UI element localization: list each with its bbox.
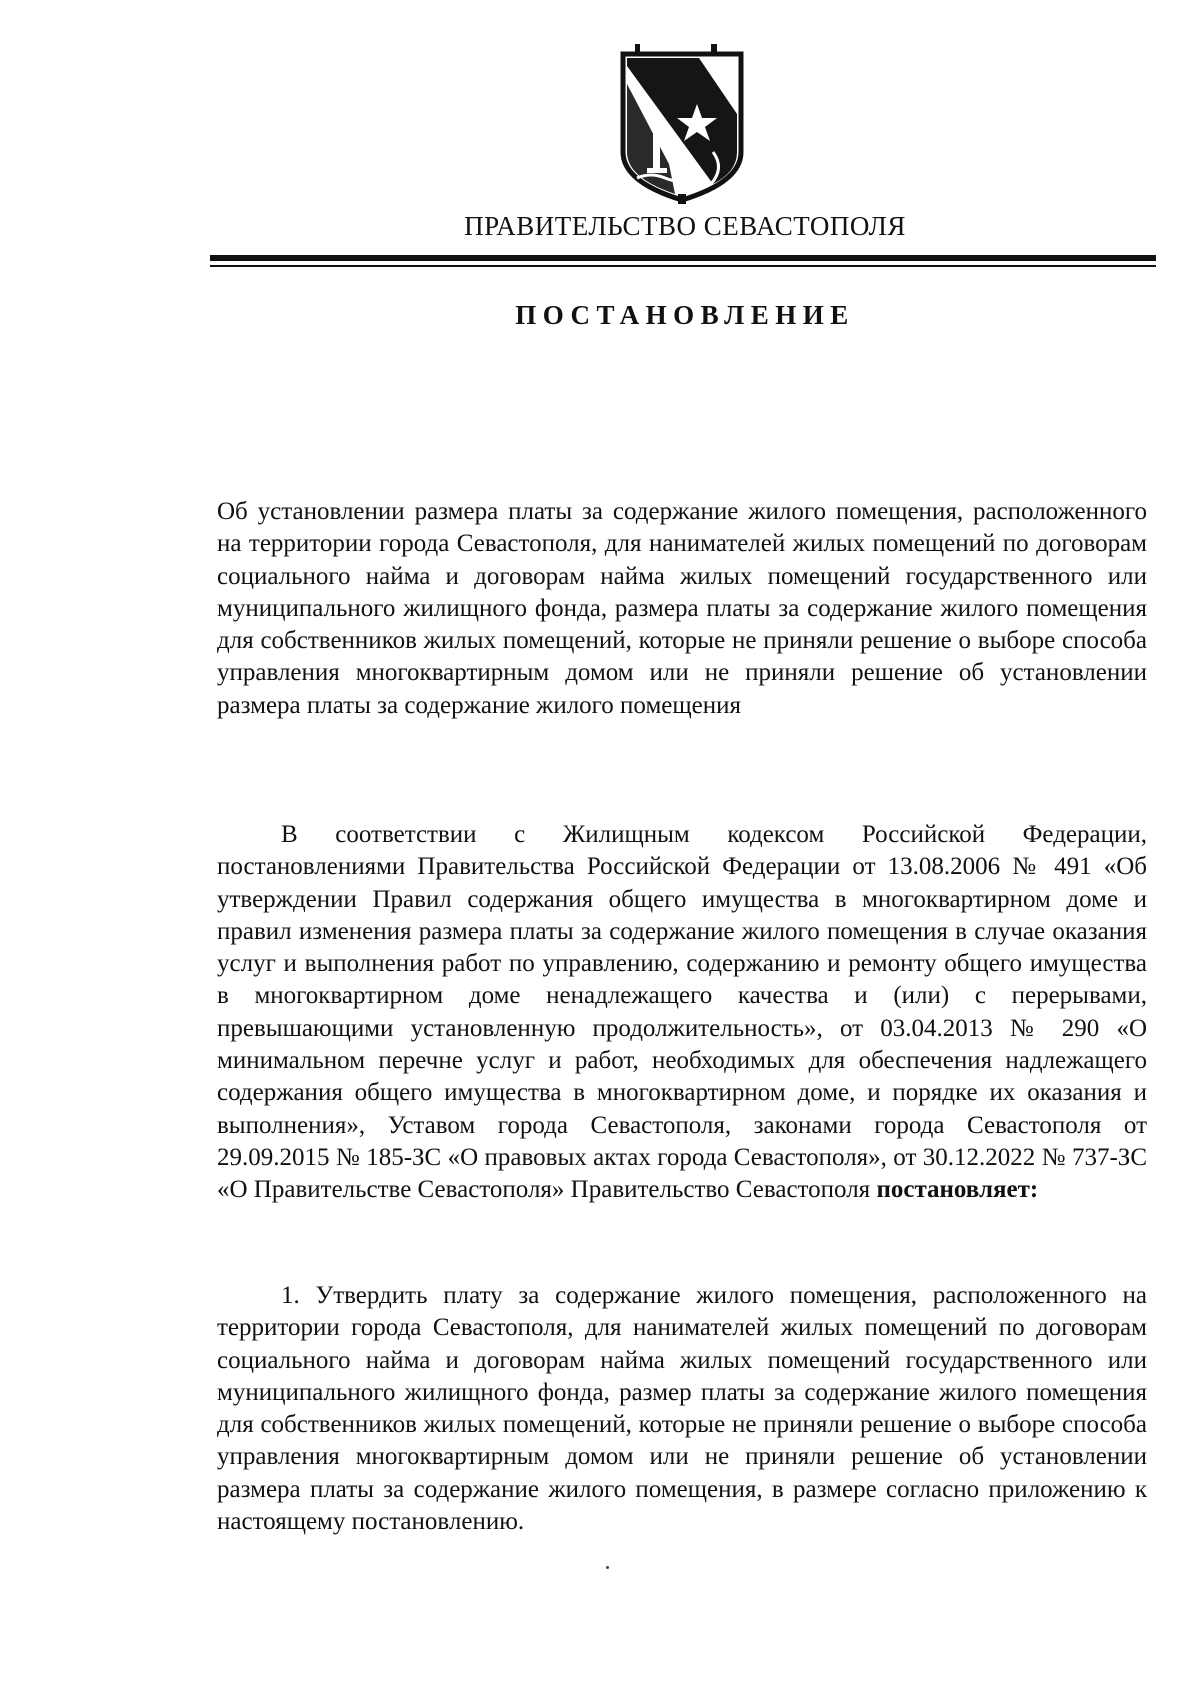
sevastopol-coat-of-arms-icon	[615, 44, 749, 204]
document-type-heading: ПОСТАНОВЛЕНИЕ	[515, 300, 855, 330]
organization-name: ПРАВИТЕЛЬСТВО СЕВАСТОПОЛЯ	[464, 211, 906, 241]
header-rule-thick	[210, 255, 1156, 261]
resolves-word: постановляет:	[876, 1176, 1039, 1204]
document-title: Об установлении размера платы за содержание жилого помещения, расположенного на территории города Севастополя, для нанимателей жилых помещений по договорам социального найма и договорам найма жилых помещений государственного или муниципального жилищного фонда, размера платы за содержание жилого помещения для собственников жилых помещений, которые не приняли решение о выборе способа управления многоквартирным домом или не приняли решение об установлении размера платы за содержание жилого помещения	[217, 498, 1147, 719]
point-1-paragraph: 1. Утвердить плату за содержание жилого помещения, расположенного на территории города Севастополя, для нанимателей жилых помещений по договорам социального найма и договорам найма жилых помещений государственного или муниципального жилищного фонда, размер платы за содержание жилого помещения для собственников жилых помещений, которые не приняли решение о выборе способа управления многоквартирным домом или не приняли решение об установлении размера платы за содержание жилого помещения, в размере согласно приложению к настоящему постановлению.	[217, 1282, 1147, 1536]
scan-speck	[606, 1566, 609, 1569]
preamble-text: В соответствии с Жилищным кодексом Российской Федерации, постановлениями Правительства Российской Федерации от 13.08.2006 № 491 «Об утверждении Правил содержания общего имущества в многоквартирном доме и правил изменения размера платы за содержание жилого помещения в случае оказания услуг и выполнения работ по управлению, содержанию и ремонту общего имущества в многоквартирном доме ненадлежащего качества и (или) с перерывами, превышающими установленную продолжительность», от 03.04.2013 № 290 «О минимальном перечне услуг и работ, необходимых для обеспечения надлежащего содержания общего имущества в многоквартирном доме, и порядке их оказания и выполнения», Уставом города Севастополя, законами города Севастополя от 29.09.2015 № 185-ЗС «О правовых актах города Севастополя», от 30.12.2022 № 737-ЗС «О Правительстве Севастополя» Правительство Севастополя	[217, 821, 1147, 1204]
preamble-paragraph	[217, 819, 1147, 1207]
header-rule-thin	[210, 265, 1156, 267]
